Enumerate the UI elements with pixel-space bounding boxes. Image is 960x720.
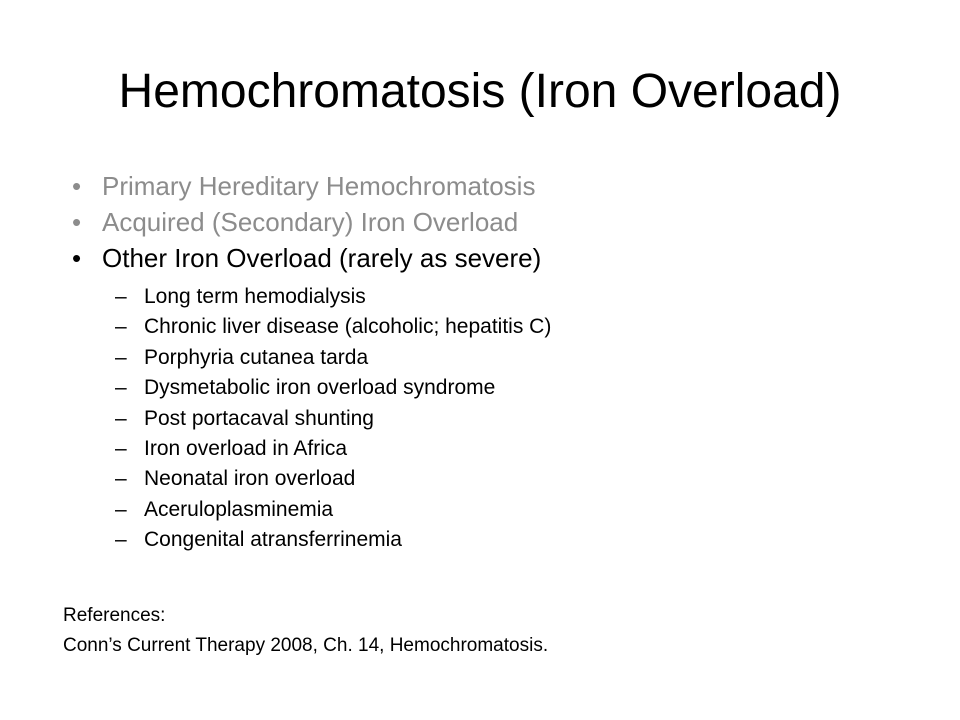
bullet-item bbox=[72, 168, 541, 204]
sub-bullet-marker: – bbox=[115, 285, 127, 308]
sub-bullet-marker: – bbox=[115, 345, 127, 369]
sub-bullet-text: Aceruloplasminemia bbox=[144, 497, 334, 521]
bullet-marker: • bbox=[72, 243, 82, 273]
sub-bullet-item bbox=[115, 495, 551, 525]
sub-bullet-item bbox=[115, 525, 551, 555]
sub-bullet-text: Post portacaval shunting bbox=[144, 406, 374, 430]
bullet-item bbox=[72, 204, 541, 240]
sub-bullet-marker: – bbox=[115, 528, 127, 552]
bullet-item bbox=[72, 240, 541, 276]
sub-bullet-item bbox=[115, 404, 551, 434]
references bbox=[63, 601, 548, 661]
bullet-text: Other Iron Overload (rarely as severe) bbox=[102, 243, 542, 273]
bullet-marker: • bbox=[72, 207, 82, 237]
sub-bullet-text: Neonatal iron overload bbox=[144, 467, 356, 491]
bullet-marker: • bbox=[72, 171, 82, 201]
sub-bullet-text: Congenital atransferrinemia bbox=[144, 528, 402, 552]
slide-title: Hemochromatosis (Iron Overload) bbox=[118, 65, 842, 118]
sub-bullet-item bbox=[115, 312, 551, 342]
sub-bullet-text: Long term hemodialysis bbox=[144, 285, 366, 308]
bullet-text: Acquired (Secondary) Iron Overload bbox=[102, 207, 519, 237]
references-heading: References: bbox=[63, 605, 166, 626]
sub-bullet-marker: – bbox=[115, 376, 127, 400]
sub-bullet-text: Porphyria cutanea tarda bbox=[144, 345, 369, 369]
reference-item: Conn’s Current Therapy 2008, Ch. 14, Hemochromatosis. bbox=[63, 635, 549, 656]
sub-bullet-text: Chronic liver disease (alcoholic; hepatitis C) bbox=[144, 315, 552, 339]
sub-bullet-marker: – bbox=[115, 406, 127, 430]
sub-bullet-text: Dysmetabolic iron overload syndrome bbox=[144, 376, 496, 400]
sub-bullet-item bbox=[115, 282, 551, 312]
sub-bullet-item bbox=[115, 434, 551, 464]
sub-bullet-item bbox=[115, 464, 551, 494]
sub-bullet-marker: – bbox=[115, 467, 127, 491]
sub-bullet-item bbox=[115, 373, 551, 403]
sub-bullet-text: Iron overload in Africa bbox=[144, 437, 348, 461]
sub-bullet-marker: – bbox=[115, 437, 127, 461]
sub-bullet-list bbox=[115, 282, 551, 556]
bullet-list bbox=[72, 168, 541, 276]
bullet-text: Primary Hereditary Hemochromatosis bbox=[102, 171, 536, 201]
sub-bullet-marker: – bbox=[115, 315, 127, 339]
sub-bullet-marker: – bbox=[115, 497, 127, 521]
sub-bullet-item bbox=[115, 343, 551, 373]
